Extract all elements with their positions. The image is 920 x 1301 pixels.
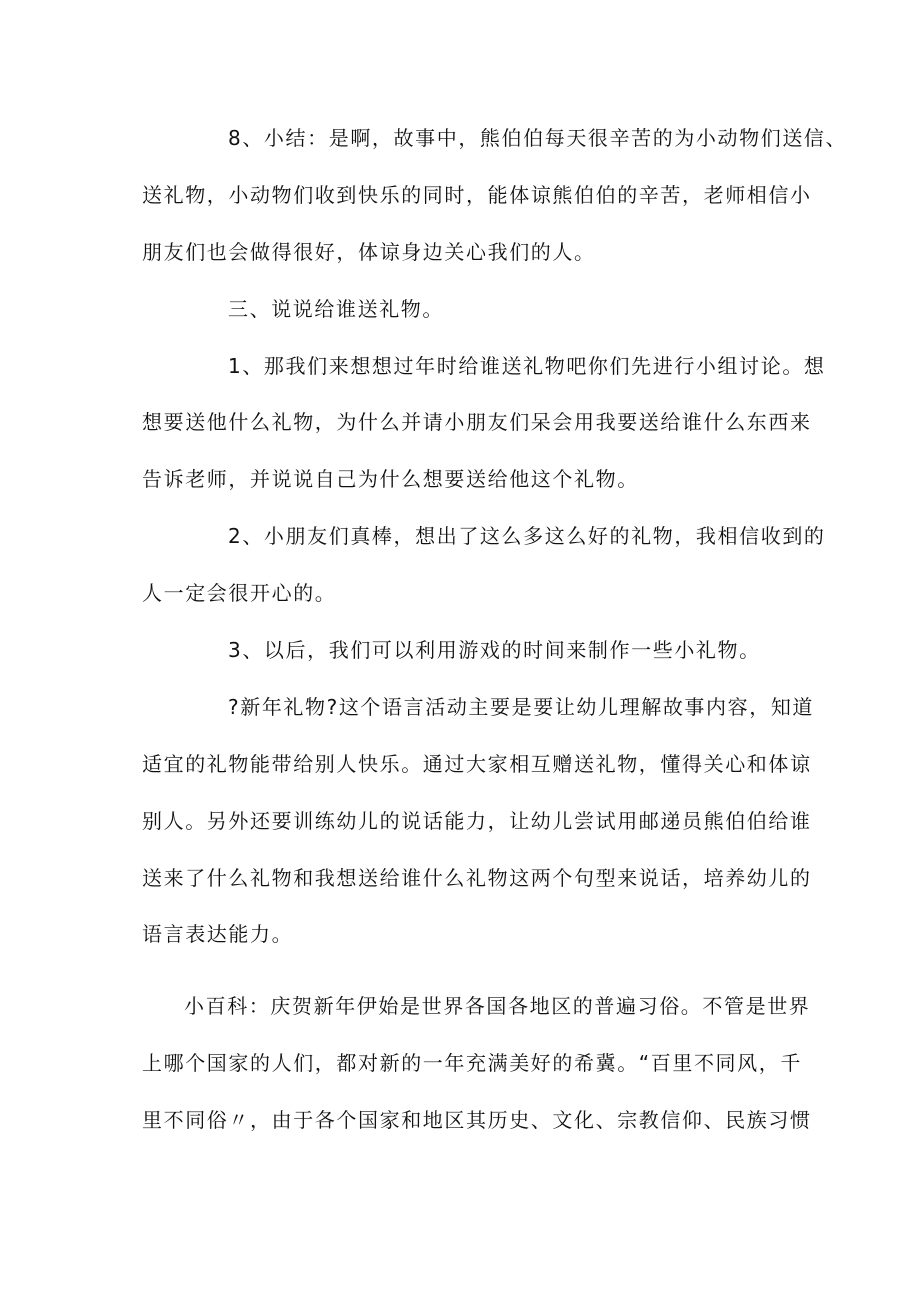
encyclopedia-line-3: 里不同俗〃，由于各个国家和地区其历史、文化、宗教信仰、民族习惯 bbox=[142, 1108, 812, 1132]
item1-line-1: 1、那我们来想想过年时给谁送礼物吧你们先进行小组讨论。想 bbox=[228, 354, 826, 378]
item3-line-1: 3、以后，我们可以利用游戏的时间来制作一些小礼物。 bbox=[228, 638, 761, 662]
section-heading: 三、说说给谁送礼物。 bbox=[228, 297, 444, 321]
encyclopedia-line-2: 上哪个国家的人们，都对新的一年充满美好的希冀。“百里不同风，千 bbox=[142, 1051, 802, 1075]
reflection-line-4: 送来了什么礼物和我想送给谁什么礼物这两个句型来说话，培养幼儿的 bbox=[142, 866, 812, 890]
summary-line-2: 送礼物，小动物们收到快乐的同时，能体谅熊伯伯的辛苦，老师相信小 bbox=[142, 183, 812, 207]
encyclopedia-line-1: 小百科：庆贺新年伊始是世界各国各地区的普遍习俗。不管是世界 bbox=[184, 994, 811, 1018]
summary-line-1: 8、小结：是啊，故事中，熊伯伯每天很辛苦的为小动物们送信、 bbox=[228, 126, 848, 150]
summary-line-3: 朋友们也会做得很好，体谅身边关心我们的人。 bbox=[142, 240, 596, 264]
item2-line-2: 人一定会很开心的。 bbox=[142, 581, 337, 605]
item2-line-1: 2、小朋友们真棒，想出了这么多这么好的礼物，我相信收到的 bbox=[228, 524, 826, 548]
item1-line-2: 想要送他什么礼物，为什么并请小朋友们呆会用我要送给谁什么东西来 bbox=[142, 410, 812, 434]
reflection-line-2: 适宜的礼物能带给别人快乐。通过大家相互赠送礼物，懂得关心和体谅 bbox=[142, 752, 812, 776]
reflection-line-1: ?新年礼物?这个语言活动主要是要让幼儿理解故事内容，知道 bbox=[228, 695, 815, 719]
item1-line-3: 告诉老师，并说说自己为什么想要送给他这个礼物。 bbox=[142, 467, 639, 491]
reflection-line-3: 别人。另外还要训练幼儿的说话能力，让幼儿尝试用邮递员熊伯伯给谁 bbox=[142, 809, 812, 833]
reflection-line-5: 语言表达能力。 bbox=[142, 922, 294, 946]
